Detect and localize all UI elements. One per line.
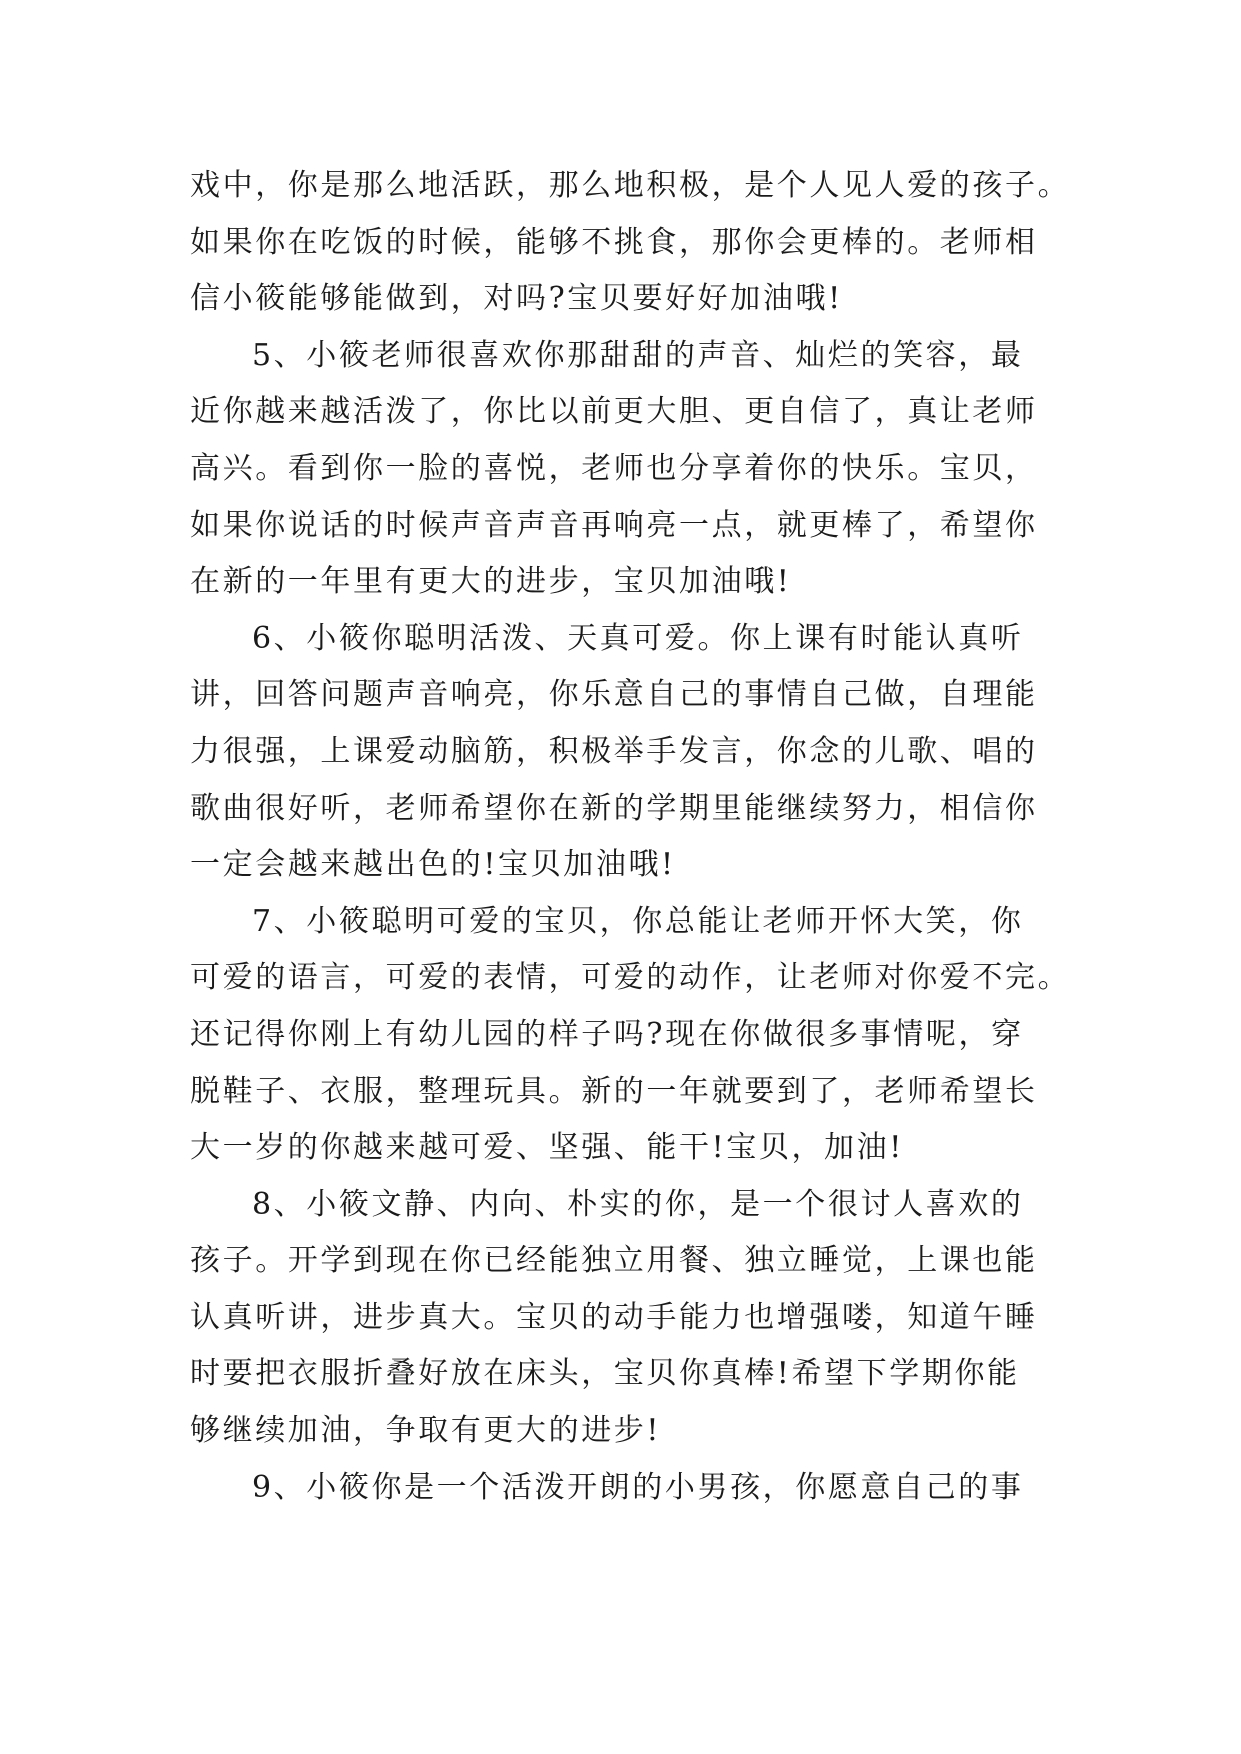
text-line: 9、小筱你是一个活泼开朗的小男孩，你愿意自己的事: [252, 1469, 1024, 1505]
text-line: 脱鞋子、衣服，整理玩具。新的一年就要到了，老师希望长: [190, 1073, 1038, 1109]
paragraph-item-8: [190, 1177, 1050, 1460]
text-line: 戏中，你是那么地活跃，那么地积极，是个人见人爱的孩子。: [190, 168, 1071, 203]
text-line: 近你越来越活泼了，你比以前更大胆、更自信了，真让老师: [190, 394, 1038, 430]
paragraph-continuation: [190, 158, 1071, 328]
text-line: 够继续加油，争取有更大的进步!: [190, 1413, 662, 1449]
document-body: [190, 158, 1071, 1516]
text-line: 大一岁的你越来越可爱、坚强、能干!宝贝，加油!: [190, 1130, 904, 1166]
text-line: 讲，回答问题声音响亮，你乐意自己的事情自己做，自理能: [190, 677, 1038, 713]
text-line: 认真听讲，进步真大。宝贝的动手能力也增强喽，知道午睡: [190, 1299, 1038, 1335]
text-line: 高兴。看到你一脸的喜悦，老师也分享着你的快乐。宝贝，: [190, 450, 1038, 486]
text-line: 如果你在吃饭的时候，能够不挑食，那你会更棒的。老师相: [190, 224, 1038, 260]
text-line: 在新的一年里有更大的进步，宝贝加油哦!: [190, 564, 792, 600]
text-line: 孩子。开学到现在你已经能独立用餐、独立睡觉，上课也能: [190, 1243, 1038, 1279]
paragraph-item-5: [190, 328, 1050, 611]
paragraph-item-7: [190, 894, 1071, 1177]
text-line: 力很强，上课爱动脑筋，积极举手发言，你念的儿歌、唱的: [190, 733, 1038, 769]
text-line: 信小筱能够能做到，对吗?宝贝要好好加油哦!: [190, 281, 843, 317]
text-line: 还记得你刚上有幼儿园的样子吗?现在你做很多事情呢，穿: [190, 1016, 1024, 1052]
text-line: 5、小筱老师很喜欢你那甜甜的声音、灿烂的笑容，最: [252, 337, 1024, 373]
text-line: 一定会越来越出色的!宝贝加油哦!: [190, 847, 676, 883]
text-line: 可爱的语言，可爱的表情，可爱的动作，让老师对你爱不完。: [190, 960, 1071, 996]
text-line: 7、小筱聪明可爱的宝贝，你总能让老师开怀大笑，你: [252, 903, 1024, 939]
text-line: 歌曲很好听，老师希望你在新的学期里能继续努力，相信你: [190, 790, 1038, 826]
paragraph-item-6: [190, 611, 1050, 894]
text-line: 时要把衣服折叠好放在床头，宝贝你真棒!希望下学期你能: [190, 1356, 1020, 1392]
text-line: 8、小筱文静、内向、朴实的你，是一个很讨人喜欢的: [252, 1186, 1024, 1222]
text-line: 如果你说话的时候声音声音再响亮一点，就更棒了，希望你: [190, 507, 1038, 543]
text-line: 6、小筱你聪明活泼、天真可爱。你上课有时能认真听: [252, 620, 1024, 656]
paragraph-item-9: [190, 1460, 1050, 1517]
